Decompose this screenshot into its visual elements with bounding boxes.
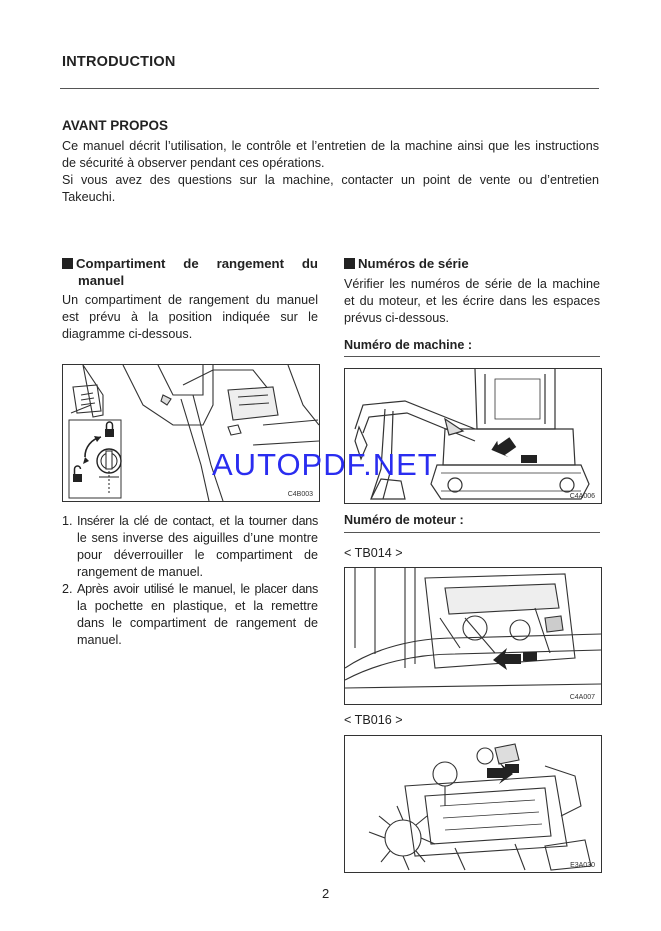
serial-plate bbox=[523, 652, 537, 661]
step-line: manuel. bbox=[77, 633, 122, 647]
serial-numbers-title-text: Numéros de série bbox=[358, 256, 469, 271]
serial-numbers-text bbox=[344, 276, 600, 327]
manual-compartment-title-line2: manuel bbox=[78, 273, 125, 288]
manual-compartment-line: Un compartiment de rangement du manuel bbox=[62, 293, 318, 307]
tb016-engine-figure bbox=[344, 735, 602, 873]
serial-plate bbox=[505, 764, 519, 773]
step-line: Après avoir utilisé le manuel, le placer dans bbox=[77, 582, 318, 596]
step-line: dans le compartiment de rangement de bbox=[77, 616, 318, 630]
watermark: AUTOPDF.NET bbox=[212, 447, 438, 482]
engine-number-label: Numéro de moteur : bbox=[344, 513, 464, 527]
machine-figure bbox=[344, 368, 602, 504]
manual-compartment-line: est prévu à la position indiquée sur le bbox=[62, 310, 318, 324]
section-square-icon bbox=[62, 258, 73, 269]
step-number: 1. bbox=[62, 514, 73, 528]
step-line: rangement de manuel. bbox=[77, 565, 204, 579]
figure-code: C4B003 bbox=[287, 491, 313, 498]
tb016-engine-illustration bbox=[345, 736, 601, 872]
figure-code: C4A006 bbox=[569, 493, 595, 500]
step-line: pour déverrouiller le compartiment de bbox=[77, 548, 318, 562]
serial-line: et du moteur, et les écrire dans les espaces bbox=[344, 294, 600, 308]
step-2 bbox=[62, 581, 318, 649]
foreword-title: AVANT PROPOS bbox=[62, 118, 169, 133]
serial-arrow-icon bbox=[493, 648, 521, 670]
foreword-line: Si vous avez des questions sur la machine, contacter un point de vente ou d’entretien bbox=[62, 173, 599, 187]
tb014-engine-figure bbox=[344, 567, 602, 705]
manual-compartment-text bbox=[62, 292, 318, 343]
engine-number-line bbox=[344, 532, 600, 533]
figure-code: E3A030 bbox=[570, 862, 595, 869]
serial-arrow-icon bbox=[489, 434, 518, 463]
figure-code: C4A007 bbox=[569, 694, 595, 701]
serial-numbers-title bbox=[344, 255, 469, 272]
serial-line: Vérifier les numéros de série de la machine bbox=[344, 277, 600, 291]
manual-compartment-title bbox=[62, 255, 318, 289]
manual-compartment-line: diagramme ci-dessous. bbox=[62, 327, 193, 341]
step-1 bbox=[62, 513, 318, 581]
tb016-label: < TB016 > bbox=[344, 713, 403, 727]
page-title: INTRODUCTION bbox=[62, 54, 176, 70]
machine-number-label: Numéro de machine : bbox=[344, 338, 473, 352]
foreword-line: de sécurité à observer pendant ces opérations. bbox=[62, 156, 325, 170]
serial-line: prévus ci-dessous. bbox=[344, 311, 449, 325]
tb014-engine-illustration bbox=[345, 568, 601, 704]
serial-plate bbox=[521, 455, 537, 463]
foreword-line: Ce manuel décrit l’utilisation, le contrôle et l’entretien de la machine ainsi que les instructions bbox=[62, 139, 599, 153]
tb014-label: < TB014 > bbox=[344, 546, 403, 560]
manual-compartment-title-line1: Compartiment de rangement du bbox=[76, 256, 318, 271]
foreword-line: Takeuchi. bbox=[62, 190, 116, 204]
section-square-icon bbox=[344, 258, 355, 269]
step-number: 2. bbox=[62, 582, 73, 596]
step-line: la pochette en plastique, et la remettre bbox=[77, 599, 318, 613]
foreword-text bbox=[62, 138, 599, 206]
page-number: 2 bbox=[322, 886, 330, 901]
step-line: Insérer la clé de contact, et la tourner dans bbox=[77, 514, 318, 528]
header-divider bbox=[60, 88, 599, 89]
machine-number-line bbox=[344, 356, 600, 357]
step-line: le sens inverse des aiguilles d’une montre bbox=[77, 531, 318, 545]
